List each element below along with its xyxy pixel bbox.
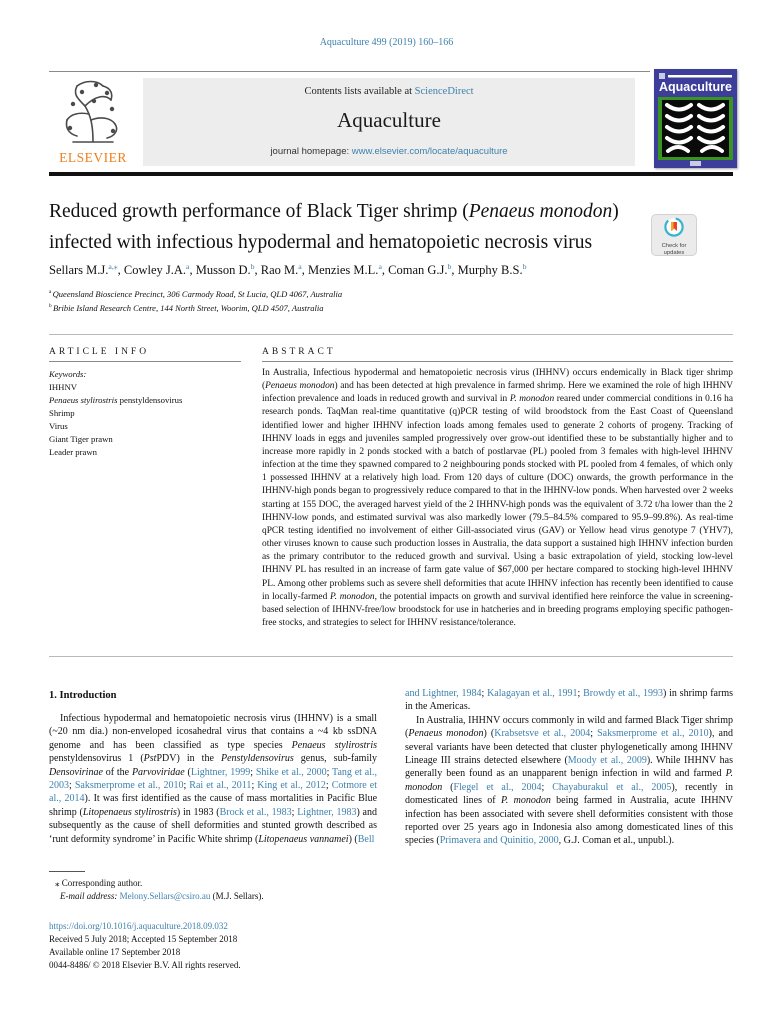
citation-link[interactable]: and Lightner, 1984 <box>405 688 482 699</box>
citation-link[interactable]: Bell <box>357 833 375 845</box>
text-run: Penaeus monodon <box>408 728 484 740</box>
affiliation-a <box>49 288 709 302</box>
author-affil-link[interactable]: a <box>378 261 382 271</box>
citation-link[interactable]: Krabsetsve et al., 2004 <box>494 728 591 740</box>
author-affil-link[interactable]: a <box>298 261 302 271</box>
text-run: ; <box>590 728 598 740</box>
citation-link[interactable]: Saksmerprome et al., 2010 <box>74 780 184 792</box>
text-run: Penaeus stylirostris <box>291 739 377 751</box>
text-run: Giant Tiger prawn <box>49 434 113 444</box>
doi-line <box>49 920 449 933</box>
text-run: ; <box>250 766 256 778</box>
citation-link[interactable]: Lightner, 1999 <box>190 766 251 778</box>
intro-column-left <box>49 712 377 846</box>
citation-link[interactable]: Cotmore et al., 2014 <box>49 780 378 805</box>
text-run: ; <box>577 688 584 699</box>
citation-link[interactable]: Brock et al., 1983 <box>219 806 292 818</box>
abstract-rule <box>262 361 733 362</box>
text-run: ), recently in domesticated lines of <box>405 781 733 807</box>
text-run: Pst <box>143 753 157 765</box>
email-address-line <box>49 890 377 903</box>
affiliation-b <box>49 302 709 316</box>
author-affil-link[interactable]: b <box>250 261 255 271</box>
svg-text:Aquaculture: Aquaculture <box>659 80 732 94</box>
keyword-item <box>49 446 244 459</box>
citation-link[interactable]: Primavera and Quinitio, 2000 <box>439 835 559 847</box>
header-gray-panel <box>143 78 635 166</box>
received-accepted-line: Received 5 July 2018; Accepted 15 September 2018 <box>49 934 238 944</box>
article-title <box>49 196 649 258</box>
text-run: ) and subsequently as the cause of shell deformities and stunted growth described as ‘runt deformity syndrome’ in Pacific White shrimp ( <box>49 806 377 845</box>
text-run: ). It was first identified as the cause of mass mortalities in Pacific Blue shrimp ( <box>49 793 378 818</box>
text-run: , G.J. Coman et al., unpubl.). <box>558 835 675 847</box>
header-divider-bar <box>49 172 733 176</box>
citation-link[interactable]: Lightner, 1983 <box>297 806 357 818</box>
text-run: , Murphy B.S. <box>451 263 523 277</box>
text-run: Leader prawn <box>49 447 97 457</box>
text-run: Penstyldensovirus <box>220 753 294 765</box>
text-run: ; <box>183 780 190 792</box>
text-run: , Cowley J.A. <box>117 263 187 277</box>
text-run: penstyldensovirus 1 ( <box>49 753 144 765</box>
text-run: P. monodon <box>500 795 551 807</box>
text-run: Densovirinae <box>49 766 103 778</box>
text-run: Penaeus monodon <box>265 381 335 392</box>
doi-link[interactable]: https://doi.org/10.1016/j.aquaculture.2018.09.032 <box>49 921 228 931</box>
keyword-item <box>49 381 244 394</box>
affiliations <box>49 288 709 315</box>
text-run: ) in 1983 ( <box>176 806 220 818</box>
intro-paragraph-2 <box>405 714 733 848</box>
text-run: ⁎ Corresponding author. <box>55 878 143 888</box>
author-affil-link[interactable]: b <box>447 261 452 271</box>
keyword-item <box>49 394 244 407</box>
text-run: a <box>49 289 53 296</box>
text-run: In Australia, IHHNV occurs commonly in wild and farmed Black Tiger shrimp ( <box>405 714 733 740</box>
text-run: genus, sub-family <box>293 753 378 765</box>
abstract-text <box>262 367 733 630</box>
author-affil-link[interactable]: b <box>522 261 527 271</box>
text-run: , Menzies M.L. <box>301 263 379 277</box>
intro-paragraph-1 <box>49 712 377 846</box>
footnote-block <box>49 877 377 903</box>
text-run: Litopenaeus vannamei <box>258 833 349 845</box>
elsevier-tree-icon <box>49 76 137 154</box>
text-run: Infectious hypodermal and hematopoietic necrosis virus (IHHNV) is a small (~20 nm dia.) non-enveloped icosahedral virus that contains a ~4 kb ssDNA genome and has been classified as type species <box>49 713 377 751</box>
text-run: Bribie Island Research Centre, 144 North Street, Woorim, QLD 4507, Australia <box>52 302 324 313</box>
text-run: reared under commercial conditions in 0.16 ha research ponds. TaqMan real-time quantitative (q)PCR testing of wild broodstock from the East Coast of Queensland identified lower and higher IHHNV infection loads among females used to generate 2 cohorts of progeny. Tracking of IHHNV loads in eggs and juveniles sampled progressively over grow-out identified these to be substantially higher and to increase more rapidly in 2 ponds stocked with a batch of postlarvae (PL) pooled from 3 females with high-level IHHNV infection at the time they spawned compared to 2 neighbouring ponds stocked with PL pooled from 4 females, of which only 1 possessed IHHNV at a relatively high load. From 120 days of culture (DOC) onwards, the growth performance in the IHHNV-high ponds began to progressively reduce compared to that in the IHHNV-low ponds. When harvested over 2 weeks starting at 155 DOC, the averaged harvest yield of the 2 IHHNV-high ponds was the equivalent of 3.72 t/ha lower than the 2 IHHNV-low ponds, and estimated survival was also markedly lower (79.5–84.5% compared to 95.9–99.8%). As real-time qPCR testing identified no involvement of either Gill-associated virus (GAV) or Yellow head virus genotype 7 (YHV7), other viruses known to cause such production losses in Australia, the data support a sustained high IHHNV infection burden as the primary contributor to the reduced growth and survival. Using a basic extrapolation of yield, stocking low-level IHHNV PL has resulted in an increase of farm gate value of $67,000 per hectare compared to stocking high-level IHHNV PL. Among other problems such as severe shell deformities that acute IHHNV infection has recently been identified to cause in locally-farmed <box>262 394 733 602</box>
text-run: Penaeus stylirostris <box>49 395 118 405</box>
email-link[interactable]: Melony.Sellars@csiro.au <box>119 891 211 901</box>
journal-citation[interactable]: Aquaculture 499 (2019) 160–166 <box>319 37 454 48</box>
text-run: ; <box>325 780 332 792</box>
author-affil-link[interactable]: a <box>186 261 190 271</box>
citation-link[interactable]: King et al., 2012 <box>257 780 326 792</box>
text-run: Reduced growth performance of Black Tiger shrimp ( <box>49 201 469 222</box>
footnote-rule <box>49 871 85 872</box>
check-for-updates-badge[interactable] <box>651 214 697 256</box>
text-run: , the potential impacts on growth and survival identified here reinforce the value in screening-based selection of IHHNV-free/low broodstock for use in hatcheries and in breeding programs employing specific pathogen-free stocks, and strategies to select for IHHNV resistance/tolerance. <box>262 591 733 628</box>
citation-link[interactable]: Browdy et al., 1993 <box>583 688 664 699</box>
elsevier-wordmark: ELSEVIER <box>59 150 127 165</box>
text-run: Queensland Bioscience Precinct, 306 Carmody Road, St Lucia, QLD 4067, Australia <box>52 289 343 299</box>
article-info-heading: ARTICLE INFO <box>49 347 150 357</box>
citation-link[interactable]: Rai et al., 2011 <box>189 780 252 792</box>
keywords-label: Keywords: <box>49 369 87 379</box>
text-run: penstyldensovirus <box>117 395 183 405</box>
copyright-line: 0044-8486/ © 2018 Elsevier B.V. All rights reserved. <box>49 960 241 970</box>
header-rule <box>49 71 650 72</box>
section-heading-introduction: 1. Introduction <box>49 690 117 701</box>
text-run: Penaeus monodon <box>468 201 613 222</box>
authors-line <box>49 263 709 278</box>
text-run: ; <box>541 781 553 793</box>
text-run: P. monodon <box>509 394 555 405</box>
text-run: In Australia, Infectious hypodermal and hematopoietic necrosis virus (IHHNV) occurs endemically in Black tiger shrimp ( <box>262 368 733 392</box>
text-run: Litopenaeus stylirostris <box>82 806 177 818</box>
journal-header <box>49 71 733 171</box>
check-badge-label-line1: Check for <box>661 243 687 249</box>
text-run: P. monodon <box>330 591 375 602</box>
text-run: E-mail address: <box>60 891 118 901</box>
text-run: ( <box>442 781 454 793</box>
citation-link[interactable]: Saksmerprome et al., 2010 <box>597 728 709 740</box>
citation-link[interactable]: Moody et al., 2009 <box>567 755 647 767</box>
text-run: Shrimp <box>49 408 75 418</box>
citation-link[interactable]: Chayaburakul et al., 2005 <box>552 781 672 793</box>
text-run: ), and several variants have been detected that cluster phylogenetically among IHHNV Lineage III strains detected elsewhere ( <box>405 728 733 767</box>
contents-line <box>143 86 635 97</box>
text-run: of the <box>102 766 132 778</box>
corresponding-author-note <box>49 877 377 890</box>
available-online-line: Available online 17 September 2018 <box>49 947 181 957</box>
text-run: ; <box>291 806 298 818</box>
text-run: Contents lists available at <box>304 86 415 97</box>
sciencedirect-link[interactable]: ScienceDirect <box>414 86 474 97</box>
text-run: Parvoviridae <box>131 766 185 778</box>
info-top-rule <box>49 334 733 335</box>
text-run: ). While IHHNV has generally been found as an unapparent benign infection in wild and farmed <box>405 755 733 780</box>
keyword-item <box>49 420 244 433</box>
citation-link[interactable]: Shike et al., 2000 <box>255 766 327 778</box>
text-run: , Rao M. <box>254 263 299 277</box>
text-run: , Musson D. <box>189 263 251 277</box>
check-for-updates-icon <box>664 217 684 237</box>
citation-link[interactable]: Flegel et al., 2004 <box>453 781 542 793</box>
text-run: ) infected with infectious hypodermal and hematopoietic necrosis virus <box>49 201 619 253</box>
text-run: PDV) in the <box>156 753 221 765</box>
keyword-item <box>49 433 244 446</box>
text-run: Sellars M.J. <box>49 263 109 277</box>
abstract-heading: ABSTRACT <box>262 347 336 357</box>
text-run: b <box>49 302 53 309</box>
text-run: being farmed in Australia, acute IHHNV infection has been associated with severe shell deformities consistent with those reported over 25 years ago in Indonesia also among domesticated lines of this species ( <box>405 795 733 847</box>
elsevier-logo <box>49 76 137 168</box>
keyword-item <box>49 407 244 420</box>
author-affil-link[interactable]: a,⁎ <box>108 261 118 271</box>
text-run: ( <box>184 766 191 778</box>
keywords-block <box>49 368 244 459</box>
text-run: ) ( <box>483 728 495 740</box>
journal-homepage-link[interactable]: www.elsevier.com/locate/aquaculture <box>351 146 508 157</box>
text-run: ; <box>251 780 258 792</box>
intro-paragraph-1-continued <box>405 687 733 714</box>
text-run: ) in shrimp farms in the Americas. <box>405 688 733 713</box>
article-info-rule <box>49 361 241 362</box>
text-run: P. monodon <box>405 768 733 793</box>
citation-link[interactable]: Tang et al., 2003 <box>49 766 377 792</box>
abstract-bottom-rule <box>49 656 733 657</box>
citation-link[interactable]: Kalagayan et al., 1991 <box>487 688 578 699</box>
text-run: ) and has been detected at high prevalence in farmed shrimp. Here we examined the role of high IHHNV infection prevalence and loads in reduced growth and survival in <box>262 381 733 405</box>
text-run: ) ( <box>348 833 358 845</box>
text-run: , Coman G.J. <box>381 263 448 277</box>
text-run: ; <box>326 766 333 778</box>
text-run: ; <box>481 688 488 699</box>
journal-cover-thumbnail[interactable] <box>654 69 737 168</box>
text-run: ; <box>69 780 75 792</box>
intro-column-right <box>405 687 733 848</box>
article-meta-block <box>49 920 449 972</box>
text-run: Virus <box>49 421 68 431</box>
text-run: journal homepage: <box>270 146 352 157</box>
journal-title: Aquaculture <box>337 108 441 132</box>
homepage-line <box>143 146 635 157</box>
text-run: (M.J. Sellars). <box>210 891 264 901</box>
check-badge-label-line2: updates <box>663 249 685 256</box>
text-run: IHHNV <box>49 382 77 392</box>
